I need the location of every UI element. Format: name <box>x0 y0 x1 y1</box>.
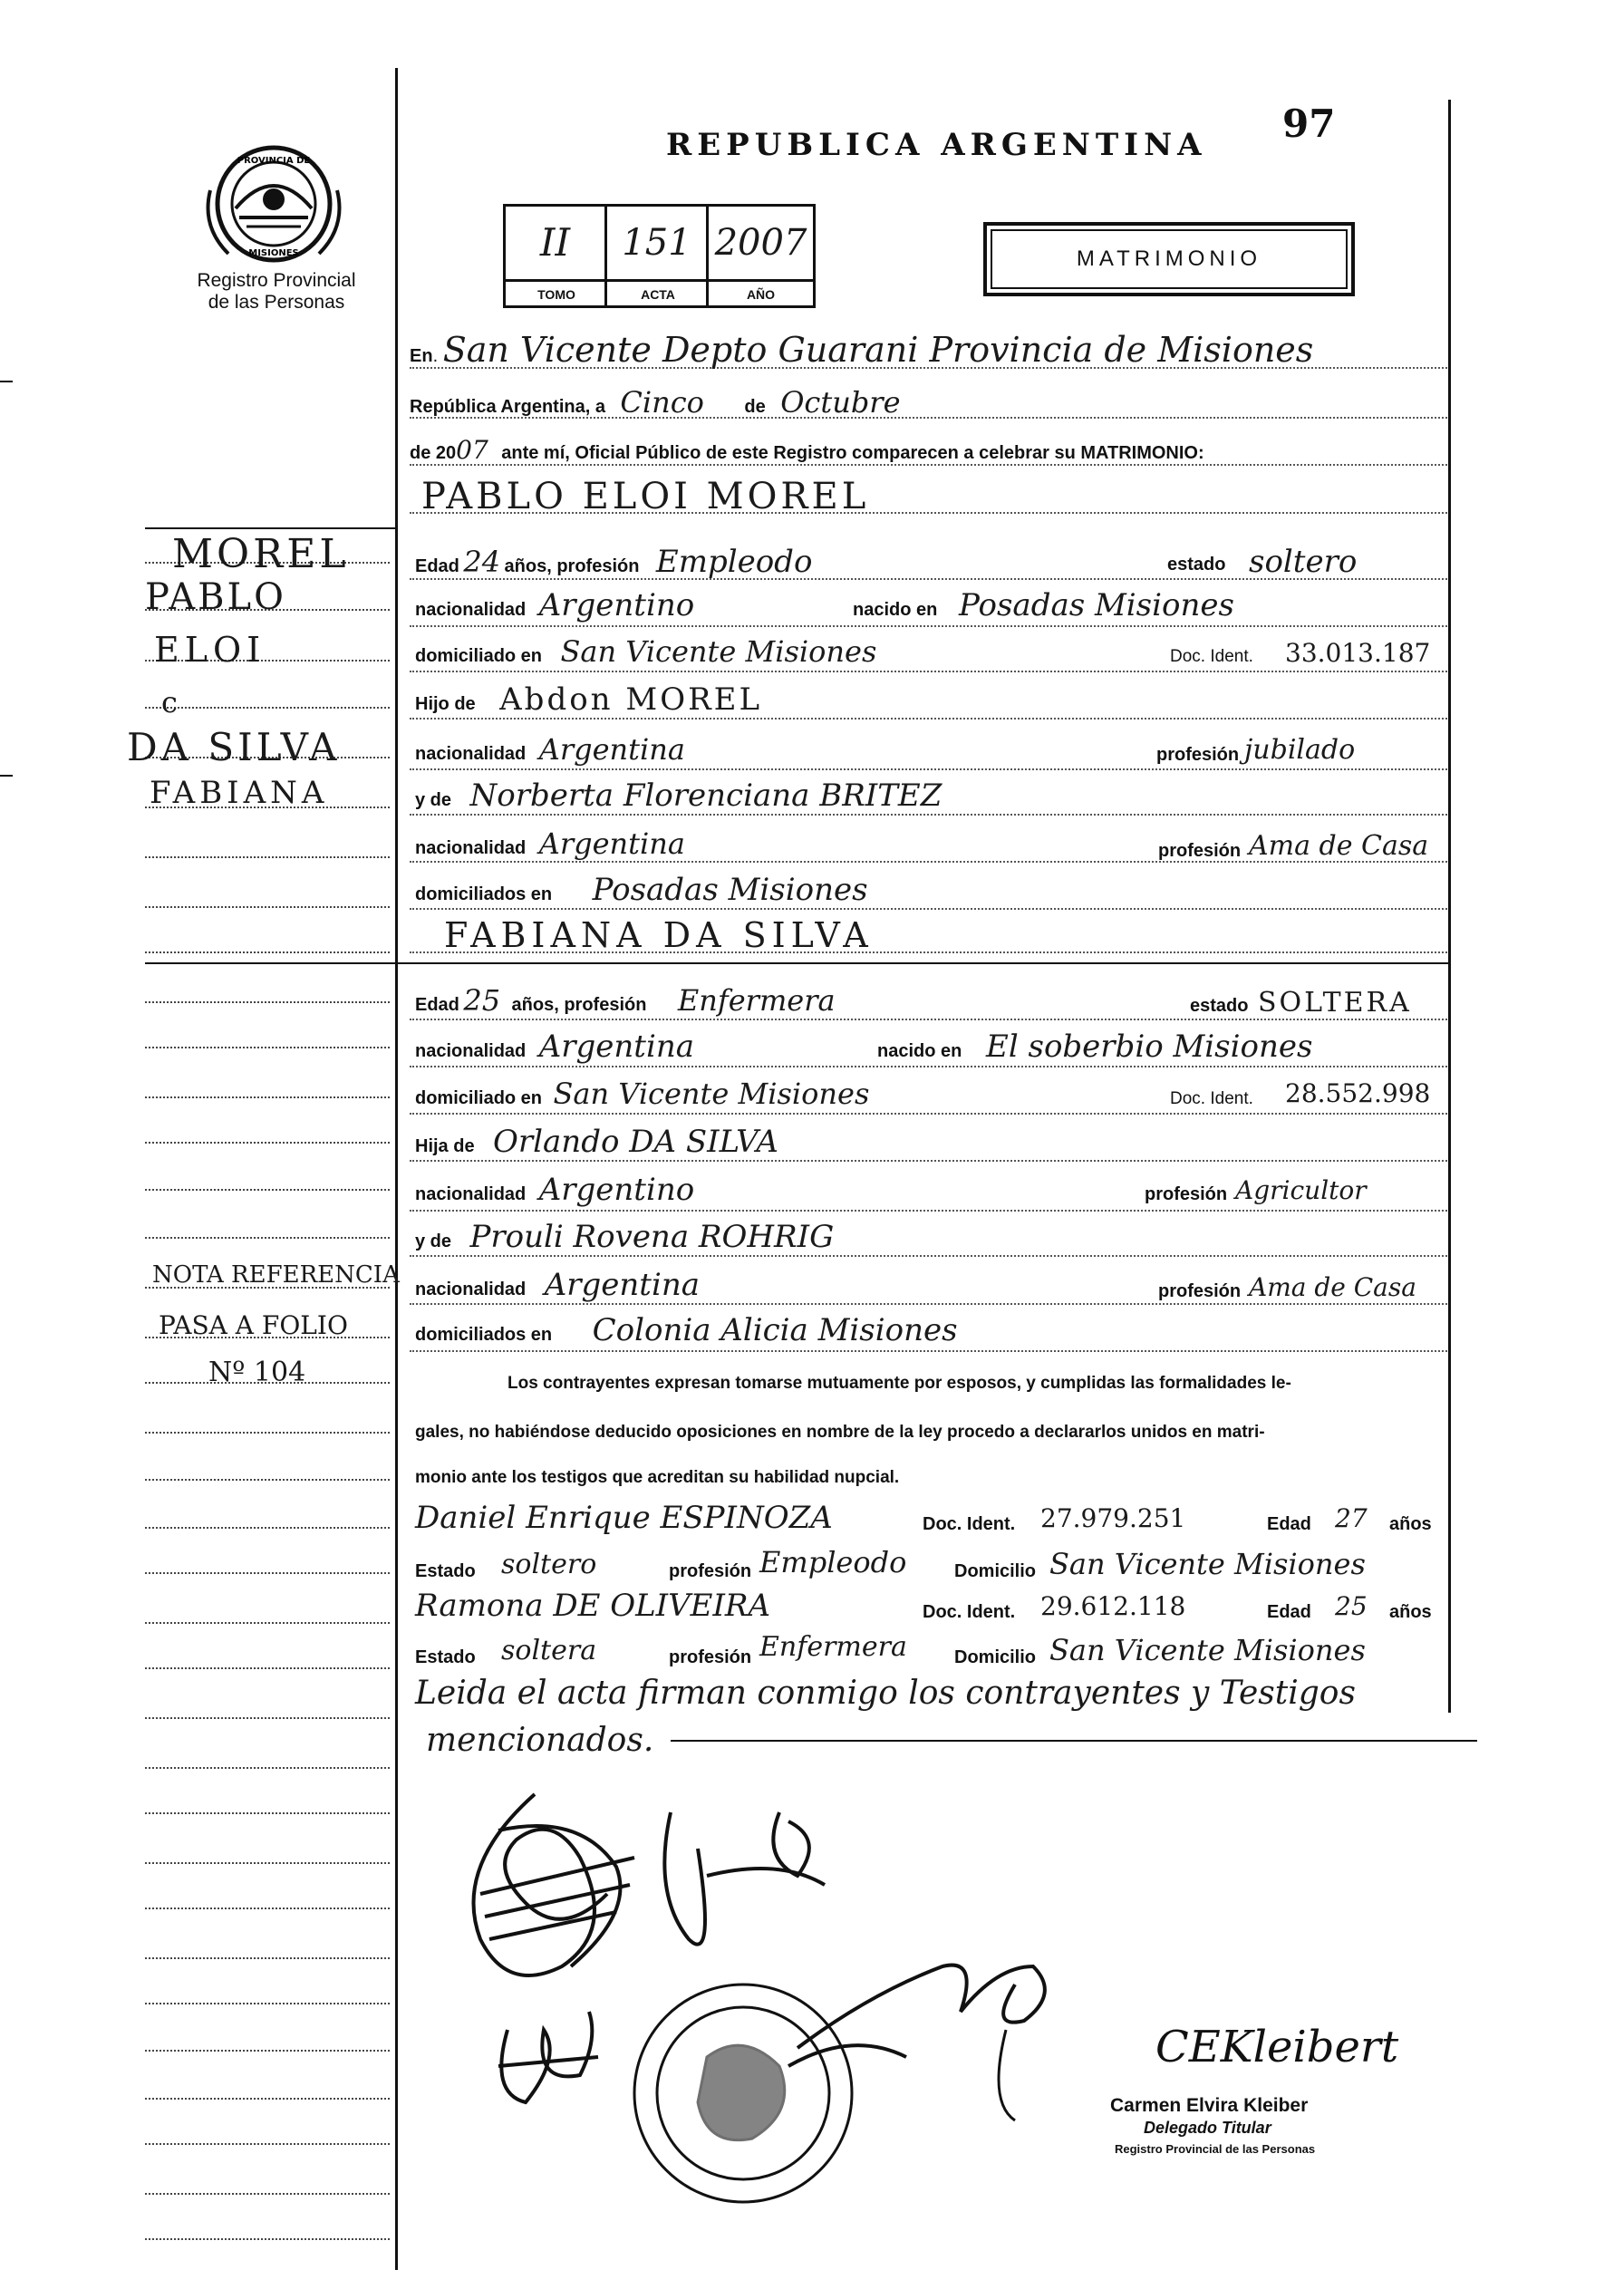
signatures-divider <box>671 1740 1477 1742</box>
bride-father-nat: Argentino <box>538 1172 695 1208</box>
groom-mother-prof-label: profesión <box>1158 841 1242 861</box>
form-dotted-line <box>410 1303 1447 1305</box>
bride-nationality-row <box>415 1029 1448 1065</box>
witness2-dom-label: Domicilio <box>954 1647 1037 1667</box>
bride-father-prof-label: profesión <box>1145 1184 1228 1204</box>
margin-surname: MOREL <box>172 531 350 577</box>
bride-mother-nat-row <box>415 1267 1448 1303</box>
groom-edad-label: Edad <box>415 556 459 576</box>
groom-father: Abdon MOREL <box>499 681 763 718</box>
form-dotted-line <box>410 1019 1447 1020</box>
groom-estado: soltero <box>1249 544 1358 580</box>
margin-dotted-line <box>145 2193 390 2195</box>
signature-official <box>999 2030 1015 2120</box>
registry-name <box>154 270 399 314</box>
groom-nacido-label: nacido en <box>853 600 938 620</box>
groom-mother-nat-label: nacionalidad <box>415 838 527 858</box>
bride-profession: Enfermera <box>677 983 836 1018</box>
witness2-estado-label: Estado <box>415 1647 476 1667</box>
groom-father-row <box>415 681 1448 718</box>
official-office: Registro Provincial de las Personas <box>1115 2142 1316 2156</box>
margin-dotted-line <box>145 906 390 908</box>
document-type: MATRIMONIO <box>1076 246 1262 271</box>
official-title: Delegado Titular <box>1144 2119 1271 2137</box>
bride-anos-label: años, profesión <box>511 995 647 1015</box>
witness2-profession: Enfermera <box>759 1631 907 1663</box>
declaration-line1: Los contrayentes expresan tomarse mutuamente por esposos, y cumplidas las formalidades le- <box>508 1374 1291 1393</box>
groom-age: 24 <box>463 545 501 579</box>
witness1-edad-label: Edad <box>1267 1514 1311 1534</box>
signature-bride <box>664 1812 825 1945</box>
bride-father-nat-label: nacionalidad <box>415 1184 527 1204</box>
bride-nationality: Argentina <box>538 1029 694 1065</box>
margin-dotted-line <box>145 2098 390 2100</box>
witness2-prof-label: profesión <box>669 1647 752 1667</box>
groom-nat-label: nacionalidad <box>415 600 527 620</box>
groom-hijo-label: Hijo de <box>415 694 476 714</box>
margin-dotted-line <box>145 1812 390 1814</box>
registry-stamp <box>634 1985 852 2202</box>
statement: ante mí, Oficial Público de este Registro comparecen a celebrar su MATRIMONIO: <box>501 443 1204 463</box>
groom-parents-domicile-row <box>415 872 1448 908</box>
witness1-anos-label: años <box>1389 1514 1432 1534</box>
form-dotted-line <box>410 814 1447 816</box>
anio-value: 2007 <box>714 222 807 264</box>
margin-dotted-line <box>145 2003 390 2004</box>
groom-father-nat-label: nacionalidad <box>415 744 527 764</box>
groom-father-nat-row <box>415 732 1448 767</box>
form-dotted-line <box>410 1160 1447 1162</box>
document-type-box <box>983 222 1355 296</box>
margin-dotted-line <box>145 1767 390 1769</box>
tomo-label: TOMO <box>537 287 575 302</box>
witness2-edad-label: Edad <box>1267 1602 1311 1622</box>
margin-dotted-line <box>145 951 390 953</box>
bride-domicile: San Vicente Misiones <box>553 1077 870 1111</box>
de-label: de <box>744 397 766 417</box>
margin-dotted-line <box>145 1479 390 1481</box>
form-dotted-line <box>410 1066 1447 1067</box>
bride-dom-label: domiciliado en <box>415 1088 543 1108</box>
registry-line1: Registro Provincial <box>197 270 356 291</box>
form-dotted-line <box>410 1350 1447 1352</box>
bride-hija-label: Hija de <box>415 1136 475 1156</box>
groom-nationality: Argentino <box>538 587 695 623</box>
groom-parents-domicile: Posadas Misiones <box>592 872 868 908</box>
margin-dotted-line <box>145 707 390 709</box>
margin-dotted-line <box>145 2238 390 2240</box>
intro-line1: En. San Vicente Depto Guarani Provincia de Misiones <box>410 330 1314 370</box>
witness1-doc-label: Doc. Ident. <box>923 1514 1016 1534</box>
bride-nat-label: nacionalidad <box>415 1041 527 1061</box>
svg-text:MISIONES: MISIONES <box>248 248 299 258</box>
margin-dotted-line <box>145 1432 390 1434</box>
bride-estado-label: estado <box>1190 996 1249 1016</box>
witness2-anos-label: años <box>1389 1602 1432 1622</box>
en-label: En <box>410 346 433 366</box>
margin-dotted-line <box>145 1908 390 1909</box>
witness1-doc: 27.979.251 <box>1040 1503 1186 1533</box>
anio-label: AÑO <box>746 287 776 302</box>
bride-born: El soberbio Misiones <box>986 1029 1313 1065</box>
margin-dotted-line <box>145 2143 390 2145</box>
margin-connector: c <box>161 685 178 720</box>
bride-mother-prof-label: profesión <box>1158 1281 1242 1301</box>
groom-mother-row <box>415 777 1448 814</box>
groom-mother-prof: Ama de Casa <box>1249 830 1429 862</box>
intro-line2 <box>410 385 901 420</box>
bride-mother-prof: Ama de Casa <box>1249 1272 1416 1302</box>
bride-mother-nat-label: nacionalidad <box>415 1280 527 1299</box>
witness1-dom-label: Domicilio <box>954 1561 1037 1581</box>
witness1-name: Daniel Enrique ESPINOZA <box>415 1500 833 1536</box>
signature-groom <box>474 1794 635 1975</box>
witness1-estado: soltero <box>501 1549 597 1580</box>
witness1-name-row <box>415 1500 1448 1536</box>
margin-dotted-line <box>145 2050 390 2052</box>
margin-dotted-line <box>145 1237 390 1239</box>
place-value: San Vicente Depto Guarani Provincia de Misiones <box>442 330 1314 370</box>
witness1-profession: Empleodo <box>759 1545 907 1579</box>
official-signature: CEKleibert <box>1155 2022 1399 2072</box>
groom-anos-label: años, profesión <box>504 556 640 576</box>
bride-mother-row <box>415 1219 1448 1255</box>
groom-domicile-row <box>415 634 1448 669</box>
bride-parents-dom-label: domiciliados en <box>415 1325 553 1345</box>
margin-bride-given: FABIANA <box>150 775 329 811</box>
margin-dotted-line <box>145 1527 390 1529</box>
bride-mother-nat: Argentina <box>544 1267 700 1303</box>
page-number: 97 <box>1282 101 1336 146</box>
margin-top-rule <box>145 527 397 529</box>
groom-nationality-row <box>415 587 1448 623</box>
margin-dotted-line <box>145 1957 390 1959</box>
provincial-seal-icon <box>192 136 355 272</box>
margin-dotted-line <box>145 856 390 858</box>
day-value: Cinco <box>620 385 704 420</box>
witness2-estado: soltera <box>501 1635 597 1666</box>
groom-age-row <box>415 544 1448 580</box>
margin-dotted-line <box>145 1047 390 1048</box>
main-right-border <box>1448 100 1451 1713</box>
declaration-line3: monio ante los testigos que acreditan su habilidad nupcial. <box>415 1468 900 1487</box>
margin-bride-surname: DA SILVA <box>127 725 341 769</box>
form-dotted-line <box>410 625 1447 627</box>
bride-edad-label: Edad <box>415 995 459 1015</box>
form-dotted-line <box>410 1255 1447 1257</box>
witness2-domicile: San Vicente Misiones <box>1049 1633 1366 1667</box>
margin-dotted-line <box>145 1622 390 1624</box>
country-title: REPUBLICA ARGENTINA <box>666 127 1207 163</box>
margin-dotted-line <box>145 1189 390 1191</box>
margin-dotted-line <box>145 1572 390 1574</box>
margin-dotted-line <box>145 1717 390 1719</box>
tomo-value: II <box>539 220 571 265</box>
closing-line1: Leida el acta firman conmigo los contrayentes y Testigos <box>415 1675 1356 1712</box>
closing-line2: mencionados. <box>426 1722 654 1759</box>
bride-father-prof: Agricultor <box>1235 1175 1367 1205</box>
groom-born: Posadas Misiones <box>959 587 1234 623</box>
official-name: Carmen Elvira Kleiber <box>1110 2095 1309 2116</box>
svg-text:PROVINCIA DE: PROVINCIA DE <box>237 156 311 166</box>
witness2-doc: 29.612.118 <box>1040 1591 1186 1621</box>
form-dotted-line <box>410 1210 1447 1212</box>
section-divider <box>145 962 1448 964</box>
witness1-domicile: San Vicente Misiones <box>1049 1547 1366 1581</box>
record-number-box <box>503 204 816 308</box>
bride-nacido-label: nacido en <box>877 1041 962 1061</box>
bride-age: 25 <box>463 983 501 1018</box>
groom-doc: 33.013.187 <box>1285 638 1431 668</box>
margin-dotted-line <box>145 1667 390 1669</box>
bride-father: Orlando DA SILVA <box>493 1124 778 1160</box>
signature-witness2 <box>788 1965 1045 2066</box>
margin-given1: PABLO <box>145 576 286 618</box>
form-dotted-line <box>410 1113 1447 1115</box>
margin-note-line3: Nº 104 <box>208 1357 306 1388</box>
bride-name: FABIANA DA SILVA <box>444 915 874 955</box>
acta-value: 151 <box>622 222 691 264</box>
bride-father-nat-row <box>415 1172 1448 1208</box>
witness1-prof-label: profesión <box>669 1561 752 1581</box>
main-left-border <box>395 68 398 2270</box>
form-dotted-line <box>410 768 1447 770</box>
margin-given2: ELOI <box>154 630 266 670</box>
declaration-line2: gales, no habiéndose deducido oposiciones en nombre de la ley procedo a declararlos unidos en matri- <box>415 1423 1265 1442</box>
bride-father-row <box>415 1124 1448 1160</box>
form-dotted-line <box>410 718 1447 720</box>
groom-father-prof-label: profesión <box>1156 745 1240 765</box>
bride-parents-domicile: Colonia Alicia Misiones <box>592 1312 958 1348</box>
groom-domicile: San Vicente Misiones <box>560 634 877 669</box>
form-dotted-line <box>410 671 1447 672</box>
groom-father-prof: jubilado <box>1244 734 1356 766</box>
acta-label: ACTA <box>641 287 675 302</box>
groom-mother-nat: Argentina <box>538 826 685 861</box>
margin-dotted-line <box>145 1142 390 1144</box>
bride-domicile-row <box>415 1077 1448 1111</box>
bride-doc: 28.552.998 <box>1285 1078 1431 1108</box>
groom-estado-label: estado <box>1167 555 1226 575</box>
bride-doc-label: Doc. Ident. <box>1170 1089 1253 1108</box>
margin-dotted-line <box>145 1001 390 1003</box>
bride-age-row <box>415 983 1448 1018</box>
witness2-age: 25 <box>1335 1591 1368 1621</box>
witness1-age: 27 <box>1335 1503 1368 1533</box>
groom-mother: Norberta Florenciana BRITEZ <box>469 777 942 814</box>
witness1-estado-label: Estado <box>415 1561 476 1581</box>
margin-note-line2: PASA A FOLIO <box>159 1310 348 1340</box>
registry-line2: de las Personas <box>208 292 345 313</box>
form-dotted-line <box>410 908 1447 910</box>
witness2-doc-label: Doc. Ident. <box>923 1602 1016 1622</box>
bride-parents-domicile-row <box>415 1312 1448 1348</box>
republica-label: República Argentina, a <box>410 397 605 417</box>
signatures-area <box>399 1758 1441 2265</box>
margin-dotted-line <box>145 1862 390 1864</box>
bride-estado: SOLTERA <box>1258 987 1412 1019</box>
groom-name: PABLO ELOI MOREL <box>421 476 870 517</box>
groom-father-nat: Argentina <box>538 732 685 767</box>
groom-parents-dom-label: domiciliados en <box>415 884 553 904</box>
bride-mother: Prouli Rovena ROHRIG <box>469 1219 835 1255</box>
groom-dom-label: domiciliado en <box>415 646 543 666</box>
margin-dotted-line <box>145 1096 390 1098</box>
witness2-name-row <box>415 1588 1448 1624</box>
bride-yde-label: y de <box>415 1231 452 1251</box>
groom-doc-label: Doc. Ident. <box>1170 647 1253 666</box>
witness2-name: Ramona DE OLIVEIRA <box>415 1588 771 1624</box>
signature-witness1 <box>498 2012 598 2102</box>
month-value: Octubre <box>780 385 901 420</box>
year-label: de 20 <box>410 443 457 463</box>
year-value: 07 <box>456 435 488 465</box>
groom-mother-nat-row <box>415 826 1448 861</box>
groom-yde-label: y de <box>415 790 452 810</box>
margin-note-line1: NOTA REFERENCIA <box>152 1261 400 1289</box>
intro-line3 <box>410 435 1204 465</box>
groom-profession: Empleodo <box>655 544 813 580</box>
